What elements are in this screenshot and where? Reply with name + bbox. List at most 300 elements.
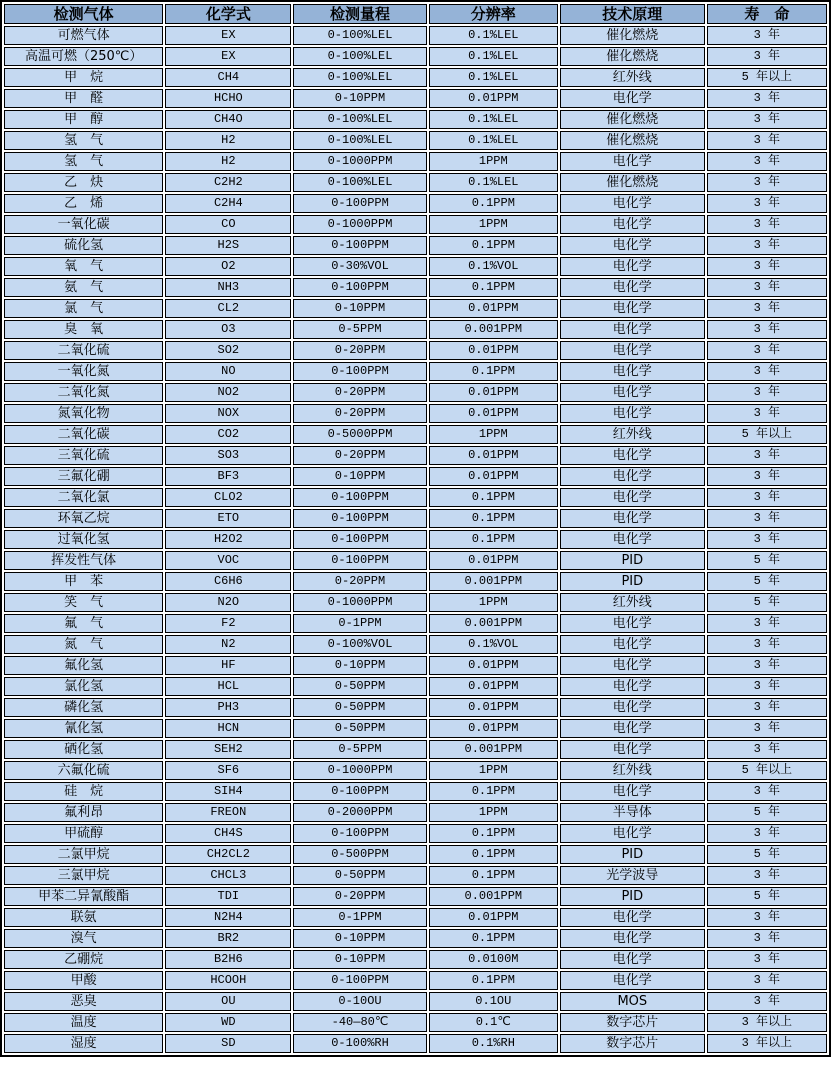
cell-range: 0-20PPM: [293, 446, 426, 465]
cell-range: 0-50PPM: [293, 677, 426, 696]
cell-range: 0-5PPM: [293, 740, 426, 759]
cell-lifespan: 5 年: [707, 551, 827, 570]
cell-gas: 硒化氢: [4, 740, 163, 759]
cell-principle: 电化学: [560, 89, 705, 108]
cell-principle: 电化学: [560, 257, 705, 276]
cell-lifespan: 3 年: [707, 530, 827, 549]
cell-lifespan: 3 年: [707, 446, 827, 465]
cell-range: 0-100PPM: [293, 824, 426, 843]
cell-gas: 磷化氢: [4, 698, 163, 717]
table-row: [4, 656, 827, 675]
cell-principle: 红外线: [560, 761, 705, 780]
cell-resolution: 0.1%LEL: [429, 173, 558, 192]
cell-range: 0-100%LEL: [293, 173, 426, 192]
cell-resolution: 0.1%VOL: [429, 635, 558, 654]
table-row: [4, 782, 827, 801]
cell-formula: SD: [165, 1034, 291, 1053]
cell-formula: OU: [165, 992, 291, 1011]
table-row: [4, 404, 827, 423]
cell-formula: EX: [165, 26, 291, 45]
cell-lifespan: 5 年: [707, 803, 827, 822]
cell-principle: 电化学: [560, 320, 705, 339]
cell-gas: 硅 烷: [4, 782, 163, 801]
cell-principle: 电化学: [560, 383, 705, 402]
cell-resolution: 0.1%VOL: [429, 257, 558, 276]
cell-gas: 臭 氧: [4, 320, 163, 339]
cell-gas: 甲 苯: [4, 572, 163, 591]
cell-formula: HCN: [165, 719, 291, 738]
cell-range: -40—80℃: [293, 1013, 426, 1032]
cell-gas: 溴气: [4, 929, 163, 948]
cell-gas: 氮 气: [4, 635, 163, 654]
cell-resolution: 0.1PPM: [429, 929, 558, 948]
cell-resolution: 0.1PPM: [429, 971, 558, 990]
cell-lifespan: 3 年: [707, 677, 827, 696]
cell-lifespan: 3 年: [707, 320, 827, 339]
cell-principle: 电化学: [560, 278, 705, 297]
cell-gas: 二氧化硫: [4, 341, 163, 360]
cell-lifespan: 3 年: [707, 866, 827, 885]
cell-range: 0-100PPM: [293, 488, 426, 507]
cell-lifespan: 3 年: [707, 929, 827, 948]
cell-lifespan: 3 年: [707, 194, 827, 213]
table-row: [4, 635, 827, 654]
cell-gas: 乙 烯: [4, 194, 163, 213]
table-row: [4, 488, 827, 507]
cell-formula: F2: [165, 614, 291, 633]
cell-principle: 电化学: [560, 635, 705, 654]
cell-range: 0-1PPM: [293, 614, 426, 633]
cell-formula: N2O: [165, 593, 291, 612]
cell-lifespan: 3 年: [707, 488, 827, 507]
cell-formula: NOX: [165, 404, 291, 423]
cell-lifespan: 3 年以上: [707, 1013, 827, 1032]
cell-formula: C6H6: [165, 572, 291, 591]
cell-principle: 催化燃烧: [560, 47, 705, 66]
cell-lifespan: 5 年以上: [707, 68, 827, 87]
cell-range: 0-100%VOL: [293, 635, 426, 654]
cell-principle: 电化学: [560, 194, 705, 213]
cell-gas: 一氧化碳: [4, 215, 163, 234]
cell-range: 0-10PPM: [293, 299, 426, 318]
table-row: [4, 740, 827, 759]
cell-range: 0-1000PPM: [293, 215, 426, 234]
cell-lifespan: 3 年: [707, 467, 827, 486]
table-row: [4, 908, 827, 927]
cell-range: 0-20PPM: [293, 383, 426, 402]
table-row: [4, 698, 827, 717]
cell-gas: 氢 气: [4, 152, 163, 171]
table-row: [4, 68, 827, 87]
cell-principle: 电化学: [560, 488, 705, 507]
cell-resolution: 0.1PPM: [429, 509, 558, 528]
cell-range: 0-100PPM: [293, 551, 426, 570]
cell-range: 0-10PPM: [293, 467, 426, 486]
table-row: [4, 593, 827, 612]
table-row: [4, 992, 827, 1011]
cell-resolution: 0.1PPM: [429, 194, 558, 213]
cell-range: 0-20PPM: [293, 341, 426, 360]
cell-range: 0-100PPM: [293, 278, 426, 297]
cell-principle: 电化学: [560, 971, 705, 990]
cell-formula: HCHO: [165, 89, 291, 108]
cell-gas: 二氧化碳: [4, 425, 163, 444]
cell-principle: 电化学: [560, 698, 705, 717]
cell-principle: 电化学: [560, 299, 705, 318]
table-row: [4, 131, 827, 150]
cell-resolution: 0.001PPM: [429, 740, 558, 759]
cell-resolution: 0.001PPM: [429, 572, 558, 591]
cell-principle: 红外线: [560, 593, 705, 612]
cell-formula: BR2: [165, 929, 291, 948]
cell-range: 0-100%RH: [293, 1034, 426, 1053]
cell-principle: 电化学: [560, 362, 705, 381]
cell-resolution: 0.1%LEL: [429, 26, 558, 45]
cell-range: 0-100%LEL: [293, 47, 426, 66]
cell-formula: NO: [165, 362, 291, 381]
cell-gas: 挥发性气体: [4, 551, 163, 570]
cell-range: 0-1000PPM: [293, 152, 426, 171]
table-row: [4, 824, 827, 843]
cell-gas: 六氟化硫: [4, 761, 163, 780]
cell-lifespan: 3 年: [707, 299, 827, 318]
cell-formula: SF6: [165, 761, 291, 780]
cell-principle: 电化学: [560, 509, 705, 528]
cell-formula: C2H2: [165, 173, 291, 192]
cell-gas: 二氧化氮: [4, 383, 163, 402]
cell-resolution: 0.1PPM: [429, 362, 558, 381]
cell-lifespan: 3 年: [707, 719, 827, 738]
table-row: [4, 362, 827, 381]
cell-lifespan: 3 年: [707, 404, 827, 423]
cell-range: 0-100PPM: [293, 194, 426, 213]
cell-range: 0-50PPM: [293, 719, 426, 738]
cell-lifespan: 3 年: [707, 341, 827, 360]
cell-formula: ETO: [165, 509, 291, 528]
cell-gas: 三氧化硫: [4, 446, 163, 465]
cell-gas: 甲硫醇: [4, 824, 163, 843]
table-row: [4, 26, 827, 45]
cell-resolution: 0.01PPM: [429, 677, 558, 696]
cell-resolution: 0.01PPM: [429, 908, 558, 927]
cell-gas: 二氧化氯: [4, 488, 163, 507]
cell-resolution: 1PPM: [429, 593, 558, 612]
cell-gas: 氯化氢: [4, 677, 163, 696]
cell-principle: 红外线: [560, 68, 705, 87]
cell-gas: 恶臭: [4, 992, 163, 1011]
cell-principle: 催化燃烧: [560, 131, 705, 150]
table-body: [4, 26, 827, 1053]
table-row: [4, 866, 827, 885]
table-header-row: [4, 4, 827, 24]
cell-range: 0-20PPM: [293, 572, 426, 591]
table-row: [4, 278, 827, 297]
cell-principle: 电化学: [560, 404, 705, 423]
cell-principle: 催化燃烧: [560, 26, 705, 45]
cell-lifespan: 3 年: [707, 971, 827, 990]
cell-formula: FREON: [165, 803, 291, 822]
cell-formula: N2: [165, 635, 291, 654]
table-row: [4, 320, 827, 339]
cell-principle: 半导体: [560, 803, 705, 822]
cell-principle: 光学波导: [560, 866, 705, 885]
cell-resolution: 0.001PPM: [429, 887, 558, 906]
cell-gas: 氯 气: [4, 299, 163, 318]
cell-principle: 电化学: [560, 929, 705, 948]
cell-principle: 电化学: [560, 824, 705, 843]
table-row: [4, 950, 827, 969]
cell-gas: 三氟化硼: [4, 467, 163, 486]
column-header-formula: 化学式: [165, 4, 291, 24]
cell-resolution: 0.0100M: [429, 950, 558, 969]
cell-range: 0-1PPM: [293, 908, 426, 927]
cell-principle: 红外线: [560, 425, 705, 444]
cell-range: 0-5PPM: [293, 320, 426, 339]
cell-range: 0-50PPM: [293, 698, 426, 717]
cell-resolution: 1PPM: [429, 215, 558, 234]
cell-formula: NO2: [165, 383, 291, 402]
cell-formula: HCL: [165, 677, 291, 696]
cell-gas: 笑 气: [4, 593, 163, 612]
cell-principle: PID: [560, 551, 705, 570]
cell-resolution: 1PPM: [429, 425, 558, 444]
cell-lifespan: 3 年: [707, 26, 827, 45]
cell-formula: CH4: [165, 68, 291, 87]
cell-principle: 电化学: [560, 782, 705, 801]
table-row: [4, 152, 827, 171]
table-row: [4, 887, 827, 906]
table-row: [4, 425, 827, 444]
cell-gas: 氢 气: [4, 131, 163, 150]
cell-formula: HF: [165, 656, 291, 675]
cell-formula: SO3: [165, 446, 291, 465]
cell-lifespan: 3 年: [707, 152, 827, 171]
cell-range: 0-2000PPM: [293, 803, 426, 822]
table-row: [4, 971, 827, 990]
cell-range: 0-1000PPM: [293, 593, 426, 612]
table-row: [4, 89, 827, 108]
cell-range: 0-20PPM: [293, 887, 426, 906]
cell-gas: 氰化氢: [4, 719, 163, 738]
cell-principle: 电化学: [560, 341, 705, 360]
cell-resolution: 0.01PPM: [429, 446, 558, 465]
cell-formula: H2: [165, 131, 291, 150]
cell-range: 0-10OU: [293, 992, 426, 1011]
table-row: [4, 257, 827, 276]
cell-principle: 电化学: [560, 614, 705, 633]
cell-resolution: 0.01PPM: [429, 698, 558, 717]
cell-range: 0-100PPM: [293, 236, 426, 255]
cell-lifespan: 3 年: [707, 278, 827, 297]
cell-formula: CH2CL2: [165, 845, 291, 864]
cell-range: 0-20PPM: [293, 404, 426, 423]
cell-range: 0-10PPM: [293, 950, 426, 969]
cell-formula: BF3: [165, 467, 291, 486]
cell-resolution: 0.01PPM: [429, 467, 558, 486]
cell-resolution: 0.1PPM: [429, 236, 558, 255]
cell-resolution: 0.01PPM: [429, 383, 558, 402]
table-row: [4, 236, 827, 255]
cell-lifespan: 3 年: [707, 614, 827, 633]
cell-gas: 过氧化氢: [4, 530, 163, 549]
column-header-gas: 检测气体: [4, 4, 163, 24]
cell-principle: 数字芯片: [560, 1013, 705, 1032]
cell-lifespan: 3 年: [707, 215, 827, 234]
cell-lifespan: 3 年: [707, 824, 827, 843]
table-row: [4, 446, 827, 465]
cell-resolution: 0.1%LEL: [429, 68, 558, 87]
cell-lifespan: 3 年: [707, 110, 827, 129]
cell-resolution: 0.01PPM: [429, 551, 558, 570]
cell-principle: 电化学: [560, 740, 705, 759]
cell-gas: 甲 醇: [4, 110, 163, 129]
table-row: [4, 530, 827, 549]
cell-principle: 电化学: [560, 446, 705, 465]
cell-resolution: 0.001PPM: [429, 614, 558, 633]
cell-formula: SO2: [165, 341, 291, 360]
cell-gas: 氟利昂: [4, 803, 163, 822]
table-row: [4, 110, 827, 129]
cell-lifespan: 3 年: [707, 908, 827, 927]
cell-principle: 电化学: [560, 467, 705, 486]
cell-range: 0-50PPM: [293, 866, 426, 885]
cell-lifespan: 3 年: [707, 635, 827, 654]
table-row: [4, 299, 827, 318]
cell-lifespan: 3 年: [707, 950, 827, 969]
cell-principle: 催化燃烧: [560, 173, 705, 192]
cell-lifespan: 5 年: [707, 572, 827, 591]
cell-principle: 电化学: [560, 152, 705, 171]
cell-formula: CH4O: [165, 110, 291, 129]
cell-gas: 联氨: [4, 908, 163, 927]
cell-principle: 电化学: [560, 530, 705, 549]
cell-formula: N2H4: [165, 908, 291, 927]
cell-resolution: 0.1OU: [429, 992, 558, 1011]
cell-range: 0-100%LEL: [293, 110, 426, 129]
cell-range: 0-100%LEL: [293, 26, 426, 45]
cell-range: 0-100PPM: [293, 362, 426, 381]
cell-range: 0-100PPM: [293, 530, 426, 549]
table-row: [4, 551, 827, 570]
cell-gas: 甲苯二异氰酸酯: [4, 887, 163, 906]
table-row: [4, 572, 827, 591]
cell-gas: 二氯甲烷: [4, 845, 163, 864]
cell-principle: 数字芯片: [560, 1034, 705, 1053]
cell-resolution: 1PPM: [429, 761, 558, 780]
cell-gas: 氟化氢: [4, 656, 163, 675]
cell-gas: 高温可燃（250℃）: [4, 47, 163, 66]
cell-principle: PID: [560, 887, 705, 906]
cell-gas: 氨 气: [4, 278, 163, 297]
cell-gas: 氧 气: [4, 257, 163, 276]
cell-formula: CLO2: [165, 488, 291, 507]
cell-range: 0-100%LEL: [293, 131, 426, 150]
table-row: [4, 929, 827, 948]
cell-principle: PID: [560, 845, 705, 864]
table-row: [4, 173, 827, 192]
cell-formula: CO2: [165, 425, 291, 444]
cell-formula: CO: [165, 215, 291, 234]
cell-gas: 可燃气体: [4, 26, 163, 45]
cell-lifespan: 3 年: [707, 782, 827, 801]
cell-lifespan: 5 年以上: [707, 425, 827, 444]
cell-gas: 甲 醛: [4, 89, 163, 108]
cell-principle: 电化学: [560, 719, 705, 738]
table-row: [4, 803, 827, 822]
cell-range: 0-10PPM: [293, 656, 426, 675]
cell-lifespan: 3 年: [707, 131, 827, 150]
table-row: [4, 194, 827, 213]
cell-formula: PH3: [165, 698, 291, 717]
cell-lifespan: 5 年: [707, 887, 827, 906]
cell-range: 0-30%VOL: [293, 257, 426, 276]
table-row: [4, 341, 827, 360]
cell-principle: 电化学: [560, 656, 705, 675]
cell-lifespan: 3 年: [707, 383, 827, 402]
cell-resolution: 0.1PPM: [429, 866, 558, 885]
cell-principle: 电化学: [560, 236, 705, 255]
cell-lifespan: 3 年: [707, 89, 827, 108]
cell-principle: PID: [560, 572, 705, 591]
cell-gas: 一氧化氮: [4, 362, 163, 381]
cell-formula: O3: [165, 320, 291, 339]
cell-lifespan: 3 年: [707, 656, 827, 675]
cell-gas: 乙 炔: [4, 173, 163, 192]
cell-formula: HCOOH: [165, 971, 291, 990]
cell-formula: H2S: [165, 236, 291, 255]
cell-resolution: 0.1℃: [429, 1013, 558, 1032]
cell-resolution: 0.01PPM: [429, 341, 558, 360]
cell-lifespan: 3 年: [707, 362, 827, 381]
cell-range: 0-500PPM: [293, 845, 426, 864]
table-row: [4, 215, 827, 234]
cell-resolution: 1PPM: [429, 152, 558, 171]
cell-range: 0-100PPM: [293, 509, 426, 528]
cell-lifespan: 5 年: [707, 593, 827, 612]
cell-resolution: 0.1PPM: [429, 824, 558, 843]
cell-formula: EX: [165, 47, 291, 66]
cell-gas: 甲 烷: [4, 68, 163, 87]
cell-formula: H2O2: [165, 530, 291, 549]
table-row: [4, 845, 827, 864]
cell-resolution: 0.1PPM: [429, 278, 558, 297]
cell-lifespan: 3 年: [707, 47, 827, 66]
cell-resolution: 0.1%LEL: [429, 110, 558, 129]
cell-range: 0-10PPM: [293, 89, 426, 108]
cell-range: 0-1000PPM: [293, 761, 426, 780]
cell-resolution: 0.1PPM: [429, 845, 558, 864]
cell-resolution: 0.1PPM: [429, 782, 558, 801]
table-row: [4, 383, 827, 402]
cell-gas: 温度: [4, 1013, 163, 1032]
column-header-range: 检测量程: [293, 4, 426, 24]
cell-principle: MOS: [560, 992, 705, 1011]
cell-formula: NH3: [165, 278, 291, 297]
cell-formula: WD: [165, 1013, 291, 1032]
cell-resolution: 0.1PPM: [429, 530, 558, 549]
cell-range: 0-100PPM: [293, 782, 426, 801]
table-row: [4, 677, 827, 696]
table-row: [4, 1013, 827, 1032]
cell-range: 0-10PPM: [293, 929, 426, 948]
cell-resolution: 0.01PPM: [429, 719, 558, 738]
cell-lifespan: 3 年: [707, 257, 827, 276]
cell-formula: SIH4: [165, 782, 291, 801]
cell-principle: 电化学: [560, 950, 705, 969]
cell-lifespan: 3 年: [707, 992, 827, 1011]
cell-resolution: 0.01PPM: [429, 404, 558, 423]
cell-lifespan: 3 年: [707, 173, 827, 192]
